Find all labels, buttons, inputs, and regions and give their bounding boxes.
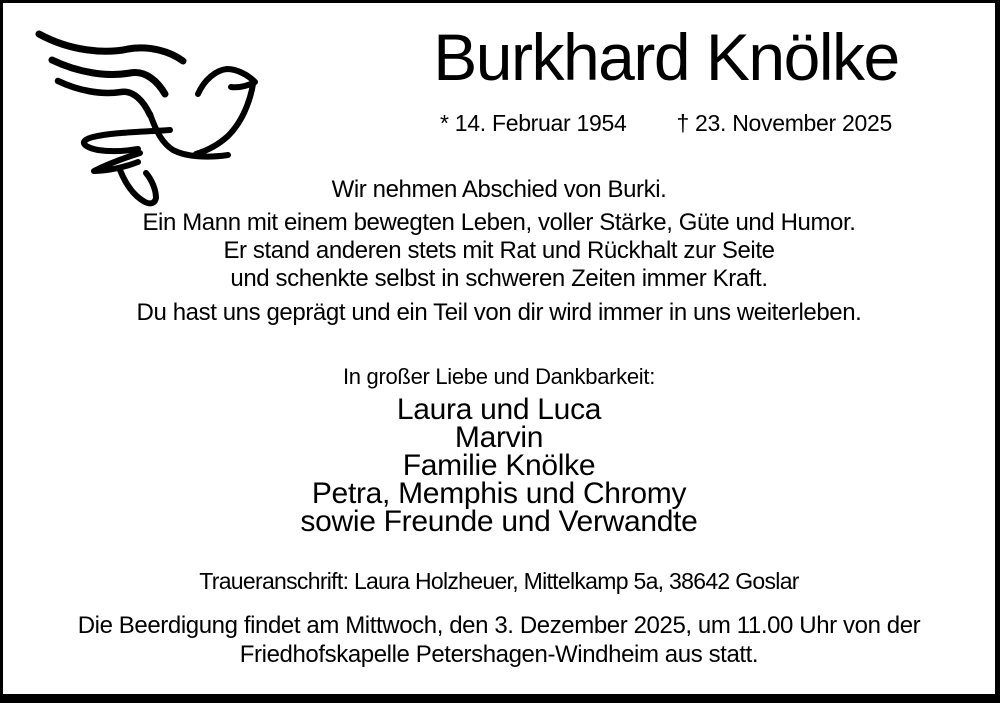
mourner-line-5: sowie Freunde und Verwandte	[300, 505, 698, 539]
funeral-info	[3, 611, 995, 669]
mourner-line-1: Laura und Luca	[396, 393, 602, 427]
eulogy-line-5: Du hast uns geprägt und ein Teil von dir wird immer in uns weiterleben.	[136, 299, 862, 327]
condolence-address: Traueranschrift: Laura Holzheuer, Mittelkamp 5a, 38642 Goslar	[199, 568, 799, 595]
header	[336, 20, 996, 137]
life-dates	[336, 110, 996, 137]
eulogy-line-4: und schenkte selbst in schweren Zeiten immer Kraft.	[230, 265, 768, 293]
mourners-list	[3, 393, 995, 539]
death-date: † 23. November 2025	[676, 110, 892, 137]
eulogy-line-1: Wir nehmen Abschied von Burki.	[331, 176, 667, 204]
deceased-name: Burkhard Knölke	[433, 20, 899, 94]
funeral-line-1: Die Beerdigung findet am Mittwoch, den 3. Dezember 2025, um 11.00 Uhr von der	[77, 612, 921, 640]
eulogy-line-2: Ein Mann mit einem bewegten Leben, voller Stärke, Güte und Humor.	[142, 209, 856, 237]
dove-icon	[28, 21, 263, 208]
dedication-line: In großer Liebe und Dankbarkeit:	[342, 364, 656, 390]
mourner-line-2: Marvin	[454, 421, 544, 455]
funeral-line-2: Friedhofskapelle Petershagen-Windheim aus statt.	[239, 641, 759, 669]
mourner-line-3: Familie Knölke	[402, 449, 596, 483]
eulogy-line-3: Er stand anderen stets mit Rat und Rückhalt zur Seite	[223, 237, 775, 265]
mourner-line-4: Petra, Memphis und Chromy	[311, 477, 687, 511]
birth-date: * 14. Februar 1954	[440, 110, 627, 137]
